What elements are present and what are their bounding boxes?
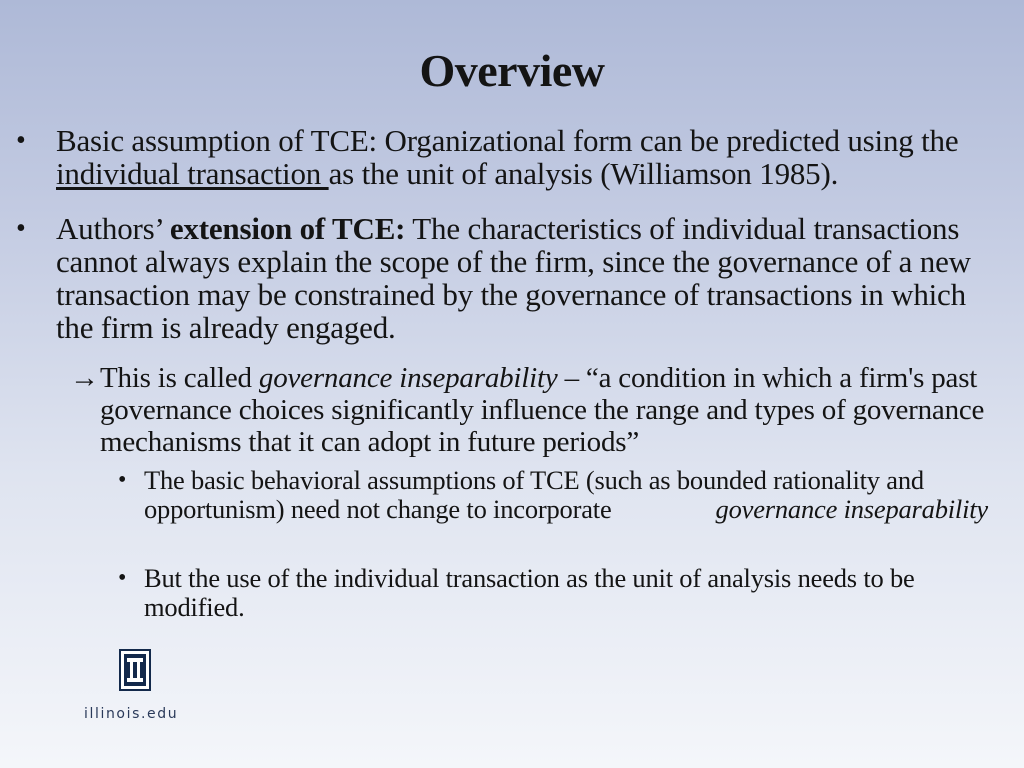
- bullet-icon: •: [16, 213, 26, 244]
- bullet-icon: •: [16, 125, 26, 156]
- bullet-icon: •: [118, 565, 127, 591]
- italic-term: governance inseparability: [258, 362, 558, 394]
- sub-sub-bullet-text: But the use of the individual transaction as the unit of analysis needs to be modified.: [144, 563, 915, 622]
- arrow-right-icon: →: [70, 362, 99, 394]
- bold-term: extension of TCE:: [169, 211, 406, 246]
- bullet-text: The characteristics of individual transactions cannot always explain the scope of the firm, since the governance of a new transaction may be constrained by the governance of transactions in which the firm is already engaged.: [56, 211, 971, 345]
- sub-bullet-inseparability: [70, 362, 995, 458]
- sub-sub-bullet-unit-of-analysis: [118, 563, 1006, 622]
- bullet-icon: •: [118, 467, 127, 493]
- sub-bullet-text: This is called: [100, 362, 259, 394]
- underlined-term: individual transaction: [56, 156, 329, 191]
- bullet-text: Authors’: [56, 211, 170, 246]
- slide-title: Overview: [419, 45, 605, 96]
- bullet-basic-assumption: [16, 123, 1006, 191]
- italic-term: governance inseparability: [715, 494, 988, 524]
- sub-sub-bullet-assumptions: [118, 465, 1006, 524]
- sub-bullet-text: – “a condition in which a firm's past governance choices significantly influence the range and types of governance mechanisms that it can adopt in future periods”: [100, 362, 985, 458]
- illinois-block-i-logo: [119, 649, 151, 691]
- sub-sub-bullet-text: The basic behavioral assumptions of TCE (such as bounded rationality and opportunism) need not change to incorporate: [144, 465, 924, 524]
- footer-site-label: illinois.edu: [84, 706, 179, 722]
- bullet-text: as the unit of analysis (Williamson 1985).: [328, 156, 839, 191]
- bullet-authors-extension: [16, 211, 1006, 345]
- bullet-text: Basic assumption of TCE: Organizational form can be predicted using the: [56, 123, 959, 158]
